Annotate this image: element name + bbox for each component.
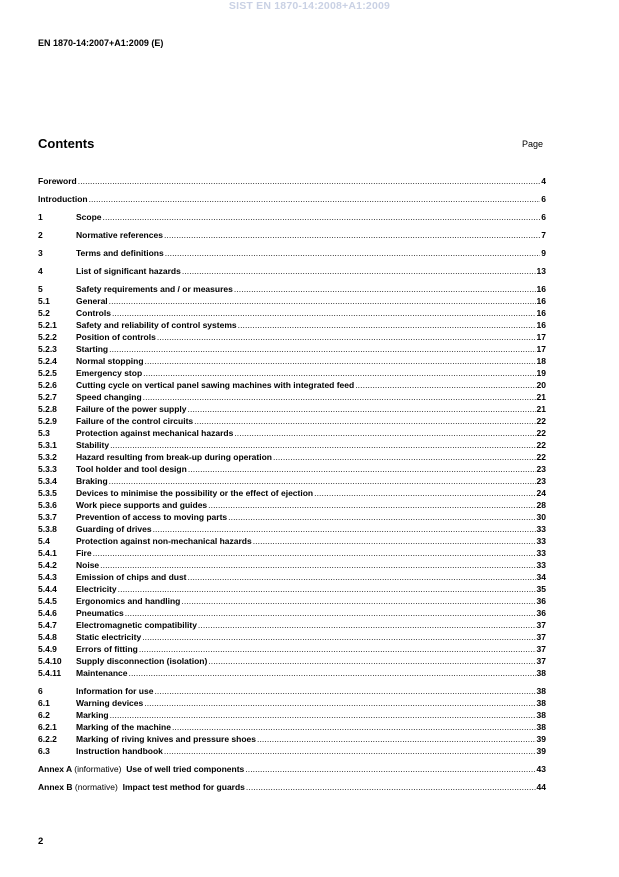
toc-entry-number: 6.2 [38, 710, 50, 720]
toc-entry-number: 6.3 [38, 746, 50, 756]
dot-leader [172, 721, 536, 733]
toc-entry[interactable] [38, 487, 546, 499]
toc-entry[interactable] [38, 463, 546, 475]
toc-entry-title: Failure of the control circuits [76, 416, 194, 426]
toc-entry-page: 18 [536, 356, 546, 366]
dot-leader [139, 643, 536, 655]
dot-leader [110, 709, 536, 721]
toc-entry-title: Guarding of drives [76, 524, 152, 534]
dot-leader [109, 475, 536, 487]
toc-entry[interactable] [38, 511, 546, 523]
toc-entry[interactable] [38, 175, 546, 187]
page-number: 2 [38, 836, 44, 847]
toc-entry-number: 5.4.5 [38, 596, 57, 606]
toc-entry-title: Starting [76, 344, 109, 354]
toc-entry[interactable] [38, 535, 546, 547]
dot-leader [355, 379, 535, 391]
toc-entry[interactable] [38, 265, 546, 277]
page-title: Contents [38, 136, 95, 151]
toc-entry[interactable] [38, 439, 546, 451]
toc-entry-title: Controls [76, 308, 111, 318]
dot-leader [143, 391, 536, 403]
page-column-label: Page [522, 139, 544, 149]
dot-leader [257, 733, 536, 745]
dot-leader [208, 655, 535, 667]
toc-entry-page: 33 [536, 548, 546, 558]
dot-leader [125, 607, 536, 619]
toc-entry-page: 36 [536, 596, 546, 606]
dot-leader [118, 583, 536, 595]
dot-leader [208, 499, 535, 511]
toc-entry-title [38, 763, 244, 775]
toc-entry[interactable] [38, 631, 546, 643]
toc-entry[interactable] [38, 643, 546, 655]
toc-entry-page: 16 [536, 320, 546, 330]
toc-entry-page: 17 [536, 344, 546, 354]
dot-leader [93, 547, 536, 559]
toc-entry-number: 5.3.1 [38, 440, 57, 450]
dot-leader [164, 745, 536, 757]
toc-entry-title: Terms and definitions [76, 248, 164, 258]
dot-leader [181, 595, 535, 607]
toc-entry-page: 17 [536, 332, 546, 342]
toc-entry-page: 38 [536, 668, 546, 678]
dot-leader [188, 571, 536, 583]
toc-entry[interactable] [38, 247, 546, 259]
toc-entry[interactable] [38, 667, 546, 679]
toc-entry-page: 21 [536, 392, 546, 402]
toc-entry-title: Prevention of access to moving parts [76, 512, 228, 522]
toc-entry-title: Safety requirements and / or measures [76, 284, 233, 294]
toc-entry[interactable] [38, 499, 546, 511]
toc-entry[interactable] [38, 571, 546, 583]
toc-entry-title: Supply disconnection (isolation) [76, 656, 208, 666]
toc-entry-page: 28 [536, 500, 546, 510]
toc-entry-number: 5.4.9 [38, 644, 57, 654]
toc-entry-number: 5 [38, 284, 43, 294]
toc-entry-number: 5.2.9 [38, 416, 57, 426]
toc-entry-number: 3 [38, 248, 43, 258]
dot-leader [198, 619, 536, 631]
dot-leader [89, 193, 541, 205]
dot-leader [238, 319, 536, 331]
toc-entry-number: 6.2.1 [38, 722, 57, 732]
toc-entry[interactable] [38, 685, 546, 697]
toc-entry-number: 5.4.7 [38, 620, 57, 630]
dot-leader [110, 439, 535, 451]
toc-entry-page: 33 [536, 560, 546, 570]
annex-label: Annex A [38, 764, 72, 774]
dot-leader [144, 697, 535, 709]
toc-entry-title: Protection against mechanical hazards [76, 428, 234, 438]
toc-entry-page: 23 [536, 464, 546, 474]
toc-entry-page: 38 [536, 710, 546, 720]
dot-leader [112, 307, 536, 319]
toc-entry-page: 33 [536, 536, 546, 546]
toc-entry-number: 5.2.6 [38, 380, 57, 390]
toc-entry-title: Speed changing [76, 392, 142, 402]
toc-entry[interactable] [38, 343, 546, 355]
toc-entry[interactable] [38, 415, 546, 427]
toc-entry-page: 6 [541, 194, 546, 204]
toc-entry-title: List of significant hazards [76, 266, 181, 276]
toc-entry[interactable] [38, 781, 546, 793]
toc-entry-title: Errors of fitting [76, 644, 138, 654]
toc-entry-number: 5.3.6 [38, 500, 57, 510]
toc-entry-title: Pneumatics [76, 608, 124, 618]
toc-entry[interactable] [38, 193, 546, 205]
toc-entry-number: 5.4.6 [38, 608, 57, 618]
toc-entry-title: Maintenance [76, 668, 128, 678]
toc-entry-page: 16 [536, 284, 546, 294]
toc-entry-page: 38 [536, 698, 546, 708]
toc-entry-number: 5.2 [38, 308, 50, 318]
dot-leader [253, 535, 536, 547]
dot-leader [234, 283, 536, 295]
toc-entry-title: Information for use [76, 686, 154, 696]
toc-entry-number: 5.3 [38, 428, 50, 438]
toc-entry[interactable] [38, 523, 546, 535]
toc-entry-page: 22 [536, 428, 546, 438]
dot-leader [245, 763, 535, 775]
toc-entry-number: 2 [38, 230, 43, 240]
dot-leader [188, 403, 536, 415]
toc-entry-number: 5.2.3 [38, 344, 57, 354]
toc-entry-title: Cutting cycle on vertical panel sawing machines with integrated feed [76, 380, 355, 390]
toc-entry[interactable] [38, 355, 546, 367]
toc-entry-page: 43 [536, 764, 546, 774]
toc-entry-number: 5.2.5 [38, 368, 57, 378]
dot-leader [109, 343, 535, 355]
toc-entry[interactable] [38, 475, 546, 487]
toc-entry[interactable] [38, 403, 546, 415]
toc-entry[interactable] [38, 283, 546, 295]
toc-entry-number: 5.4.8 [38, 632, 57, 642]
toc-entry[interactable] [38, 655, 546, 667]
dot-leader [182, 265, 536, 277]
toc-entry[interactable] [38, 331, 546, 343]
toc-entry-title: Scope [76, 212, 102, 222]
toc-entry-title: Foreword [38, 176, 77, 186]
toc-entry-title: Noise [76, 560, 100, 570]
table-of-contents [38, 175, 546, 793]
toc-entry-number: 5.4.11 [38, 668, 62, 678]
dot-leader [143, 367, 535, 379]
toc-entry-number: 5.3.4 [38, 476, 57, 486]
toc-entry-title: Emergency stop [76, 368, 143, 378]
toc-entry-title: Introduction [38, 194, 88, 204]
toc-entry-page: 33 [536, 524, 546, 534]
toc-entry-title: Position of controls [76, 332, 156, 342]
toc-entry-number: 6.1 [38, 698, 50, 708]
toc-entry[interactable] [38, 391, 546, 403]
toc-entry-page: 35 [536, 584, 546, 594]
toc-entry[interactable] [38, 583, 546, 595]
dot-leader [164, 229, 540, 241]
watermark: SIST EN 1870-14:2008+A1:2009 [228, 0, 391, 12]
annex-title: Use of well tried components [126, 764, 245, 774]
toc-entry-page: 37 [536, 656, 546, 666]
toc-entry-page: 19 [536, 368, 546, 378]
toc-entry-page: 16 [536, 296, 546, 306]
dot-leader [314, 487, 535, 499]
dot-leader [109, 295, 536, 307]
toc-entry-number: 5.2.8 [38, 404, 57, 414]
toc-entry-page: 13 [536, 266, 546, 276]
toc-entry-page: 22 [536, 416, 546, 426]
dot-leader [188, 463, 536, 475]
dot-leader [78, 175, 541, 187]
toc-entry-page: 34 [536, 572, 546, 582]
toc-entry[interactable] [38, 745, 546, 757]
toc-entry-page: 21 [536, 404, 546, 414]
toc-entry-title: Electromagnetic compatibility [76, 620, 197, 630]
toc-entry-number: 5.4.10 [38, 656, 62, 666]
toc-entry[interactable] [38, 211, 546, 223]
toc-entry[interactable] [38, 721, 546, 733]
toc-entry-title: Marking of the machine [76, 722, 171, 732]
dot-leader [228, 511, 535, 523]
dot-leader [157, 331, 536, 343]
toc-entry-page: 37 [536, 632, 546, 642]
dot-leader [142, 631, 535, 643]
annex-type: (normative) [74, 782, 118, 792]
standard-id: EN 1870-14:2007+A1:2009 (E) [38, 38, 164, 48]
toc-entry-title: Normative references [76, 230, 163, 240]
dot-leader [153, 523, 536, 535]
toc-entry[interactable] [38, 295, 546, 307]
toc-entry[interactable] [38, 607, 546, 619]
toc-entry-title: Stability [76, 440, 110, 450]
toc-entry-number: 6 [38, 686, 43, 696]
toc-entry[interactable] [38, 307, 546, 319]
annex-label: Annex B [38, 782, 73, 792]
toc-entry-number: 4 [38, 266, 43, 276]
toc-entry-number: 5.2.1 [38, 320, 57, 330]
toc-entry-title: Marking of riving knives and pressure shoes [76, 734, 256, 744]
annex-title: Impact test method for guards [122, 782, 245, 792]
toc-entry-title: Failure of the power supply [76, 404, 187, 414]
toc-entry-number: 5.3.5 [38, 488, 57, 498]
toc-entry-number: 5.4.2 [38, 560, 57, 570]
toc-entry-title: Ergonomics and handling [76, 596, 181, 606]
toc-entry-page: 37 [536, 644, 546, 654]
toc-entry-number: 5.2.4 [38, 356, 57, 366]
toc-entry-title: Braking [76, 476, 108, 486]
toc-entry-number: 1 [38, 212, 43, 222]
dot-leader [145, 355, 536, 367]
toc-entry-page: 20 [536, 380, 546, 390]
toc-entry-number: 5.3.8 [38, 524, 57, 534]
toc-entry-number: 5.3.3 [38, 464, 57, 474]
toc-entry-page: 39 [536, 746, 546, 756]
toc-entry[interactable] [38, 229, 546, 241]
toc-entry-title: Electricity [76, 584, 117, 594]
toc-entry-page: 24 [536, 488, 546, 498]
annex-type: (informative) [74, 764, 122, 774]
dot-leader [100, 559, 535, 571]
toc-entry[interactable] [38, 559, 546, 571]
toc-entry[interactable] [38, 697, 546, 709]
toc-entry-page: 30 [536, 512, 546, 522]
toc-entry[interactable] [38, 451, 546, 463]
dot-leader [246, 781, 536, 793]
toc-entry-title: Marking [76, 710, 109, 720]
toc-entry[interactable] [38, 763, 546, 775]
toc-entry-page: 39 [536, 734, 546, 744]
toc-entry-title: Tool holder and tool design [76, 464, 187, 474]
toc-entry-page: 4 [541, 176, 546, 186]
dot-leader [234, 427, 535, 439]
toc-entry-number: 5.3.7 [38, 512, 57, 522]
toc-entry-number: 5.1 [38, 296, 50, 306]
toc-entry-number: 5.3.2 [38, 452, 57, 462]
toc-entry-page: 6 [541, 212, 546, 222]
toc-entry-page: 37 [536, 620, 546, 630]
toc-entry-title: Static electricity [76, 632, 142, 642]
toc-entry-page: 36 [536, 608, 546, 618]
toc-entry-page: 44 [536, 782, 546, 792]
toc-entry-page: 22 [536, 440, 546, 450]
toc-entry[interactable] [38, 547, 546, 559]
toc-entry-page: 7 [541, 230, 546, 240]
toc-entry-number: 5.2.2 [38, 332, 57, 342]
dot-leader [129, 667, 536, 679]
toc-entry[interactable] [38, 379, 546, 391]
dot-leader [154, 685, 535, 697]
dot-leader [194, 415, 535, 427]
toc-entry[interactable] [38, 733, 546, 745]
toc-entry-title: General [76, 296, 108, 306]
dot-leader [103, 211, 541, 223]
toc-entry-title: Fire [76, 548, 92, 558]
toc-entry-number: 5.4.3 [38, 572, 57, 582]
toc-entry[interactable] [38, 367, 546, 379]
toc-entry-title: Protection against non-mechanical hazards [76, 536, 252, 546]
dot-leader [165, 247, 541, 259]
toc-entry-page: 22 [536, 452, 546, 462]
toc-entry[interactable] [38, 709, 546, 721]
toc-entry-page: 38 [536, 686, 546, 696]
toc-entry-number: 5.4 [38, 536, 50, 546]
toc-entry-number: 5.2.7 [38, 392, 57, 402]
toc-entry-page: 23 [536, 476, 546, 486]
toc-entry-title: Normal stopping [76, 356, 144, 366]
toc-entry-title: Emission of chips and dust [76, 572, 187, 582]
toc-entry-number: 6.2.2 [38, 734, 57, 744]
toc-entry-title: Work piece supports and guides [76, 500, 208, 510]
dot-leader [273, 451, 536, 463]
toc-entry-page: 38 [536, 722, 546, 732]
toc-entry-title: Warning devices [76, 698, 144, 708]
toc-entry-number: 5.4.1 [38, 548, 57, 558]
toc-entry[interactable] [38, 427, 546, 439]
toc-entry-title: Safety and reliability of control systems [76, 320, 237, 330]
toc-entry-title [38, 781, 245, 793]
toc-entry-number: 5.4.4 [38, 584, 57, 594]
toc-entry-page: 9 [541, 248, 546, 258]
toc-entry[interactable] [38, 595, 546, 607]
toc-entry-page: 16 [536, 308, 546, 318]
toc-entry[interactable] [38, 619, 546, 631]
toc-entry-title: Instruction handbook [76, 746, 163, 756]
toc-entry-title: Hazard resulting from break-up during operation [76, 452, 272, 462]
toc-entry-title: Devices to minimise the possibility or the effect of ejection [76, 488, 314, 498]
toc-entry[interactable] [38, 319, 546, 331]
